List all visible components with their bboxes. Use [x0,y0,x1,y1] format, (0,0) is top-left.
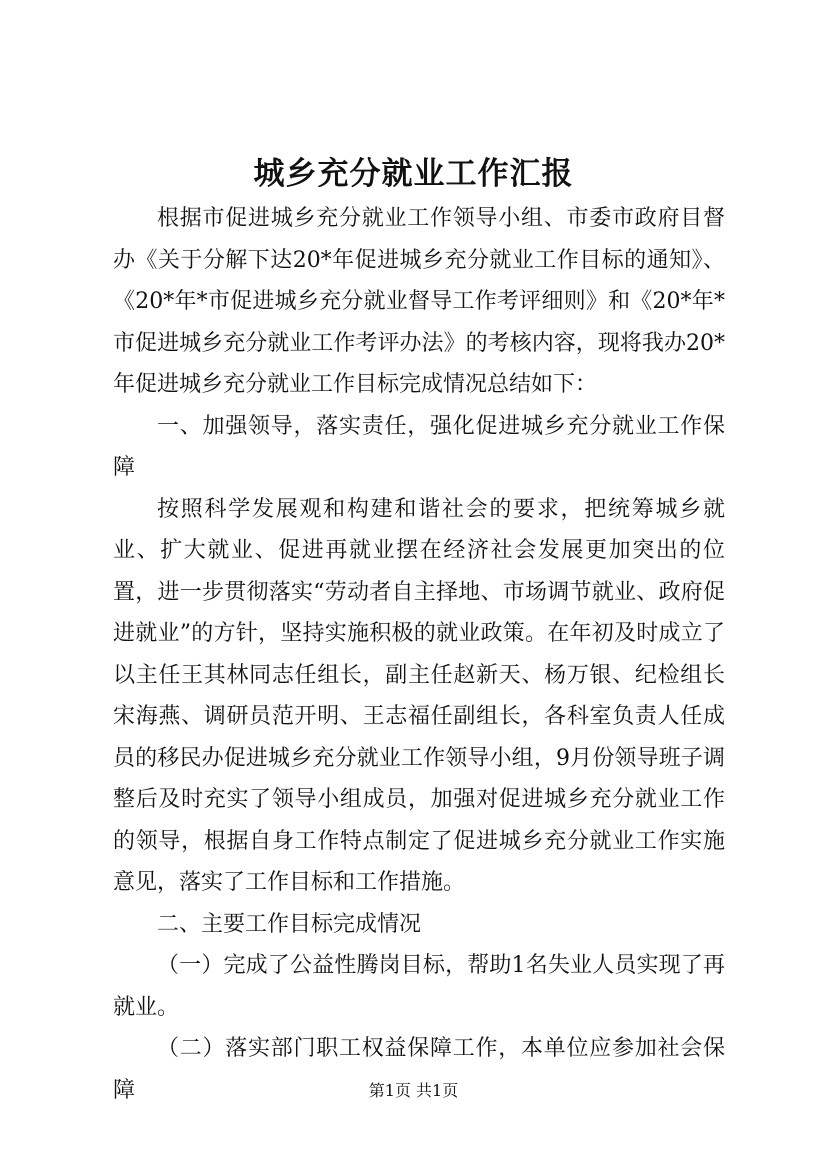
section-heading-1: 一、加强领导，落实责任，强化促进城乡充分就业工作保障 [113,413,725,480]
paragraph-section-1: 按照科学发展观和构建和谐社会的要求，把统筹城乡就业、扩大就业、促进再就业摆在经济社会发展更加突出的位置，进一步贯彻落实“劳动者自主择地、市场调节就业、政府促进就业”的方针，坚持实施积极的就业政策。在年初及时成立了以主任王其林同志任组长，副主任赵新天、杨万银、纪检组长宋海燕、调研员范开明、王志福任副组长，各科室负责人任成员的移民办促进城乡充分就业工作领导小组，9月份领导班子调整后及时充实了领导小组成员，加强对促进城乡充分就业工作的领导，根据自身工作特点制定了促进城乡充分就业工作实施意见，落实了工作目标和工作措施。 [113,496,725,895]
page-footer: 第1页 共1页 [368,1081,459,1100]
section-heading-2: 二、主要工作目标完成情况 [157,911,422,937]
document-title: 城乡充分就业工作汇报 [253,156,574,192]
paragraph-item-2: （二）落实部门职工权益保障工作，本单位应参加社会保障 [113,1036,725,1103]
document-body [113,198,725,1111]
paragraph-item-1: （一）完成了公益性腾岗目标，帮助1名失业人员实现了再就业。 [113,953,725,1020]
paragraph-intro: 根据市促进城乡充分就业工作领导小组、市委市政府目督办《关于分解下达20*年促进城乡充分就业工作目标的通知》、《20*年*市促进城乡充分就业督导工作考评细则》和《20*年*市促进城乡充分就业工作考评办法》的考核内容，现将我办20*年促进城乡充分就业工作目标完成情况总结如下： [113,206,725,397]
